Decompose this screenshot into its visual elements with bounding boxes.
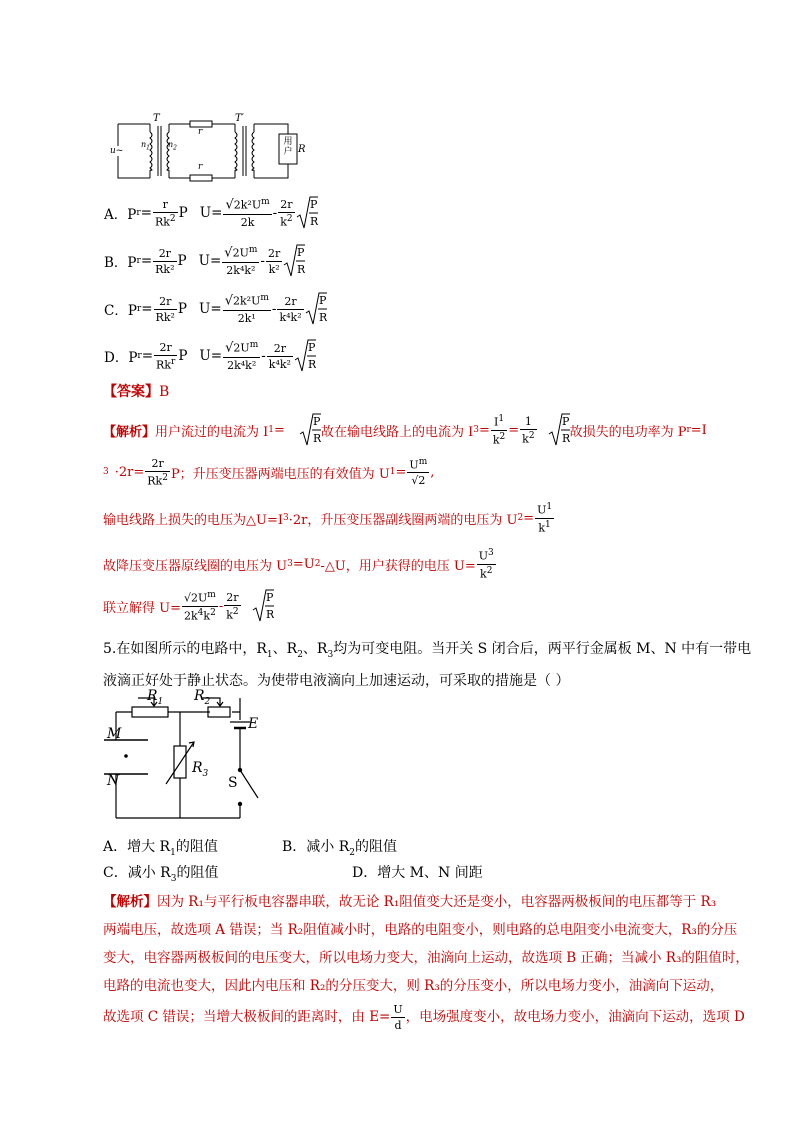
option-b: B．P r = $\frac{2r}{\text{Rk²}}$ P U= $\frac{√2U^m}{\text{2k⁴k²}}$ - $\frac{2r}{\text{k²}}$ P R	[104, 240, 305, 282]
label-R3: $R_3$	[192, 760, 209, 779]
svg-text:P: P	[312, 415, 321, 428]
fraction: $\frac{√2U^m}{2k^4k^2}$	[183, 589, 216, 623]
fraction: $\frac{2r}{k^2}$	[280, 197, 293, 229]
answer-label: 【答案】	[103, 384, 159, 400]
fraction: $\frac{2r}{k^2}$	[226, 590, 239, 622]
svg-text:R: R	[312, 432, 321, 445]
fraction: $\frac{2r}{Rk^r}$	[156, 340, 176, 372]
fraction: $\frac{√2k^2U^m}{\text{2k¹}}$	[224, 293, 269, 325]
svg-text:R: R	[265, 608, 274, 621]
fraction: $\frac{U^m}{√2}$	[409, 456, 428, 488]
fraction: $\frac{√2k^2U^m}{2k}$	[225, 197, 270, 229]
analysis-q4-line2: 3 ·2r= $\frac{2r}{Rk^2}$ P；升压变压器两端电压的有效值为 U 1 = $\frac{U^m}{√2}$ ,	[103, 456, 435, 488]
fraction: $\frac{U}{d}$	[393, 1002, 403, 1032]
option-q5-a: A．增大 $R_1$的阻值	[103, 839, 218, 858]
answer-line	[103, 381, 169, 401]
label-R: R	[298, 144, 306, 155]
fraction: $\frac{√2U^m}{\text{2k⁴k²}}$	[224, 245, 258, 277]
svg-text:P: P	[309, 198, 318, 211]
option-d: D．P r = $\frac{2r}{Rk^r}$ P U= $\frac{√2U^m}{\text{2k⁴k²}}$ - $\frac{2r}{\text{k⁴k²}}$ P R	[104, 335, 316, 377]
sqrt-P-over-R	[294, 338, 316, 374]
label-M: M	[107, 726, 122, 742]
fraction: $\frac{2r}{\text{k²}}$	[267, 246, 281, 276]
sqrt-P-over-R	[252, 588, 274, 624]
analysis-q5-line5: 故选项 C 错误；当增大极板间的距离时，由 E= $\frac{U}{d}$ ，电场强度变小，故电场力变小，油滴向下运动，选项 D	[103, 1002, 745, 1032]
analysis-q5-line2: 两端电压，故选项 A 错误；当 R₂阻值减小时，电路的电阻变小，则电路的总电阻变小电流变大，R₃的分压	[103, 922, 738, 938]
fraction: $\frac{2r}{Rk^2}$	[147, 456, 168, 488]
analysis-q5-line1: 【解析】因为 R₁与平行板电容器串联，故无论 R₁阻值变大还是变小，电容器两极板间的电压都等于 R₃	[103, 894, 717, 910]
question-5-stem: 5.在如图所示的电路中，$R_1$、$R_2$、$R_3$均为可变电阻。当开关 S 闭合后，两平行金属板 M、N 中有一带电 液滴正好处于静止状态。为使带电液滴向上加速运动，可采取的措施是（ ）	[103, 641, 752, 689]
fraction: $\frac{1}{k^2}$	[522, 414, 535, 446]
svg-text:P: P	[561, 415, 569, 428]
analysis-q4-line4: 故降压变压器原线圈的电压为 U 3 =U 2 -△U，用户获得的电压 U= $\frac{U^3}{k^2}$	[103, 547, 494, 581]
sqrt-P-over-R	[548, 412, 570, 448]
analysis-q4-line1: 【解析】 用户流过的电流为 I 1 = P R 故在输电线路上的电流为 I 3 = $\frac{I^1}{k^2}$ = $\frac{1}{k^2}$ P R 故损失的电功率为 P r =I	[103, 413, 707, 447]
label-R1: $R_1$	[147, 688, 164, 707]
label-T-prime: T′	[235, 113, 244, 124]
analysis-q5	[103, 888, 749, 1034]
label-E: E	[248, 716, 259, 732]
fraction: $\frac{I^1}{k^2}$	[492, 413, 506, 447]
label-R2: $R_2$	[194, 688, 211, 707]
fraction: $\frac{r}{Rk^2}$	[154, 197, 176, 229]
option-q5-d: D．增大 M、N 间距	[352, 865, 483, 881]
fraction: $\frac{√2U^m}{\text{2k⁴k²}}$	[225, 340, 259, 372]
analysis-q4-line5: 联立解得 U= $\frac{√2U^m}{2k^4k^2}$ - $\frac{2r}{k^2}$ P R	[103, 589, 274, 623]
fraction: $\frac{U^3}{k^2}$	[478, 547, 494, 581]
svg-text:R: R	[309, 215, 318, 228]
fraction: $\frac{2r}{\text{Rk²}}$	[155, 246, 175, 276]
label-N: N	[107, 773, 120, 789]
sqrt-P-over-R	[305, 291, 327, 327]
capacitor-circuit-diagram	[100, 688, 280, 828]
option-q5-c: C．减小 $R_3$的阻值	[103, 865, 219, 884]
label-u: u~	[110, 146, 124, 156]
label-r-bottom: r	[198, 162, 203, 172]
svg-text:R: R	[318, 311, 327, 324]
option-a: A．P r = $\frac{r}{Rk^2}$ P U= $\frac{√2k^2U^m}{2k}$ - $\frac{2r}{k^2}$ P R	[104, 192, 318, 234]
fraction: $\frac{2r}{\text{Rk²}}$	[155, 294, 175, 324]
label-r-top: r	[198, 127, 203, 137]
fraction: $\frac{2r}{\text{k⁴k²}}$	[268, 341, 291, 371]
sqrt-P-over-R	[299, 412, 321, 448]
label-user-load: 用户	[283, 137, 293, 157]
svg-text:R: R	[561, 432, 570, 445]
svg-text:P: P	[265, 591, 274, 604]
label-S: S	[228, 775, 238, 791]
svg-text:R: R	[307, 358, 316, 371]
svg-text:P: P	[297, 246, 305, 259]
svg-text:P: P	[307, 341, 316, 354]
sqrt-P-over-R	[283, 243, 305, 279]
label-n1: $n_1$	[141, 140, 150, 152]
fraction: $\frac{U^1}{k^1}$	[537, 501, 553, 535]
fraction: $\frac{2r}{\text{k⁴k²}}$	[279, 294, 302, 324]
svg-text:R: R	[297, 263, 306, 276]
label-T: T	[153, 113, 160, 124]
label-n2: $n_2$	[168, 140, 177, 152]
analysis-q4-line3: 输电线路上损失的电压为△U=I 3 ·2r，升压变压器副线圈两端的电压为 U 2 = $\frac{U^1}{k^1}$	[103, 501, 553, 535]
analysis-q5-line3: 变大，电容器两极板间的电压变大，所以电场力变大，油滴向上运动，故选项 B 正确；当减小 R₃的阻值时，	[103, 950, 749, 966]
sqrt-P-over-R	[296, 195, 318, 231]
option-q5-b: B．减小 $R_2$的阻值	[282, 839, 398, 858]
answer-value: B	[159, 384, 170, 400]
analysis-q5-line4: 电路的电流也变大，因此内电压和 R₂的分压变大，则 R₃的分压变小，所以电场力变小，油滴向下运动，	[103, 978, 724, 994]
svg-text:P: P	[318, 294, 327, 307]
option-c: C．P r = $\frac{2r}{\text{Rk²}}$ P U= $\frac{√2k^2U^m}{\text{2k¹}}$ - $\frac{2r}{\text{k⁴k²}}$ P R	[104, 288, 327, 330]
